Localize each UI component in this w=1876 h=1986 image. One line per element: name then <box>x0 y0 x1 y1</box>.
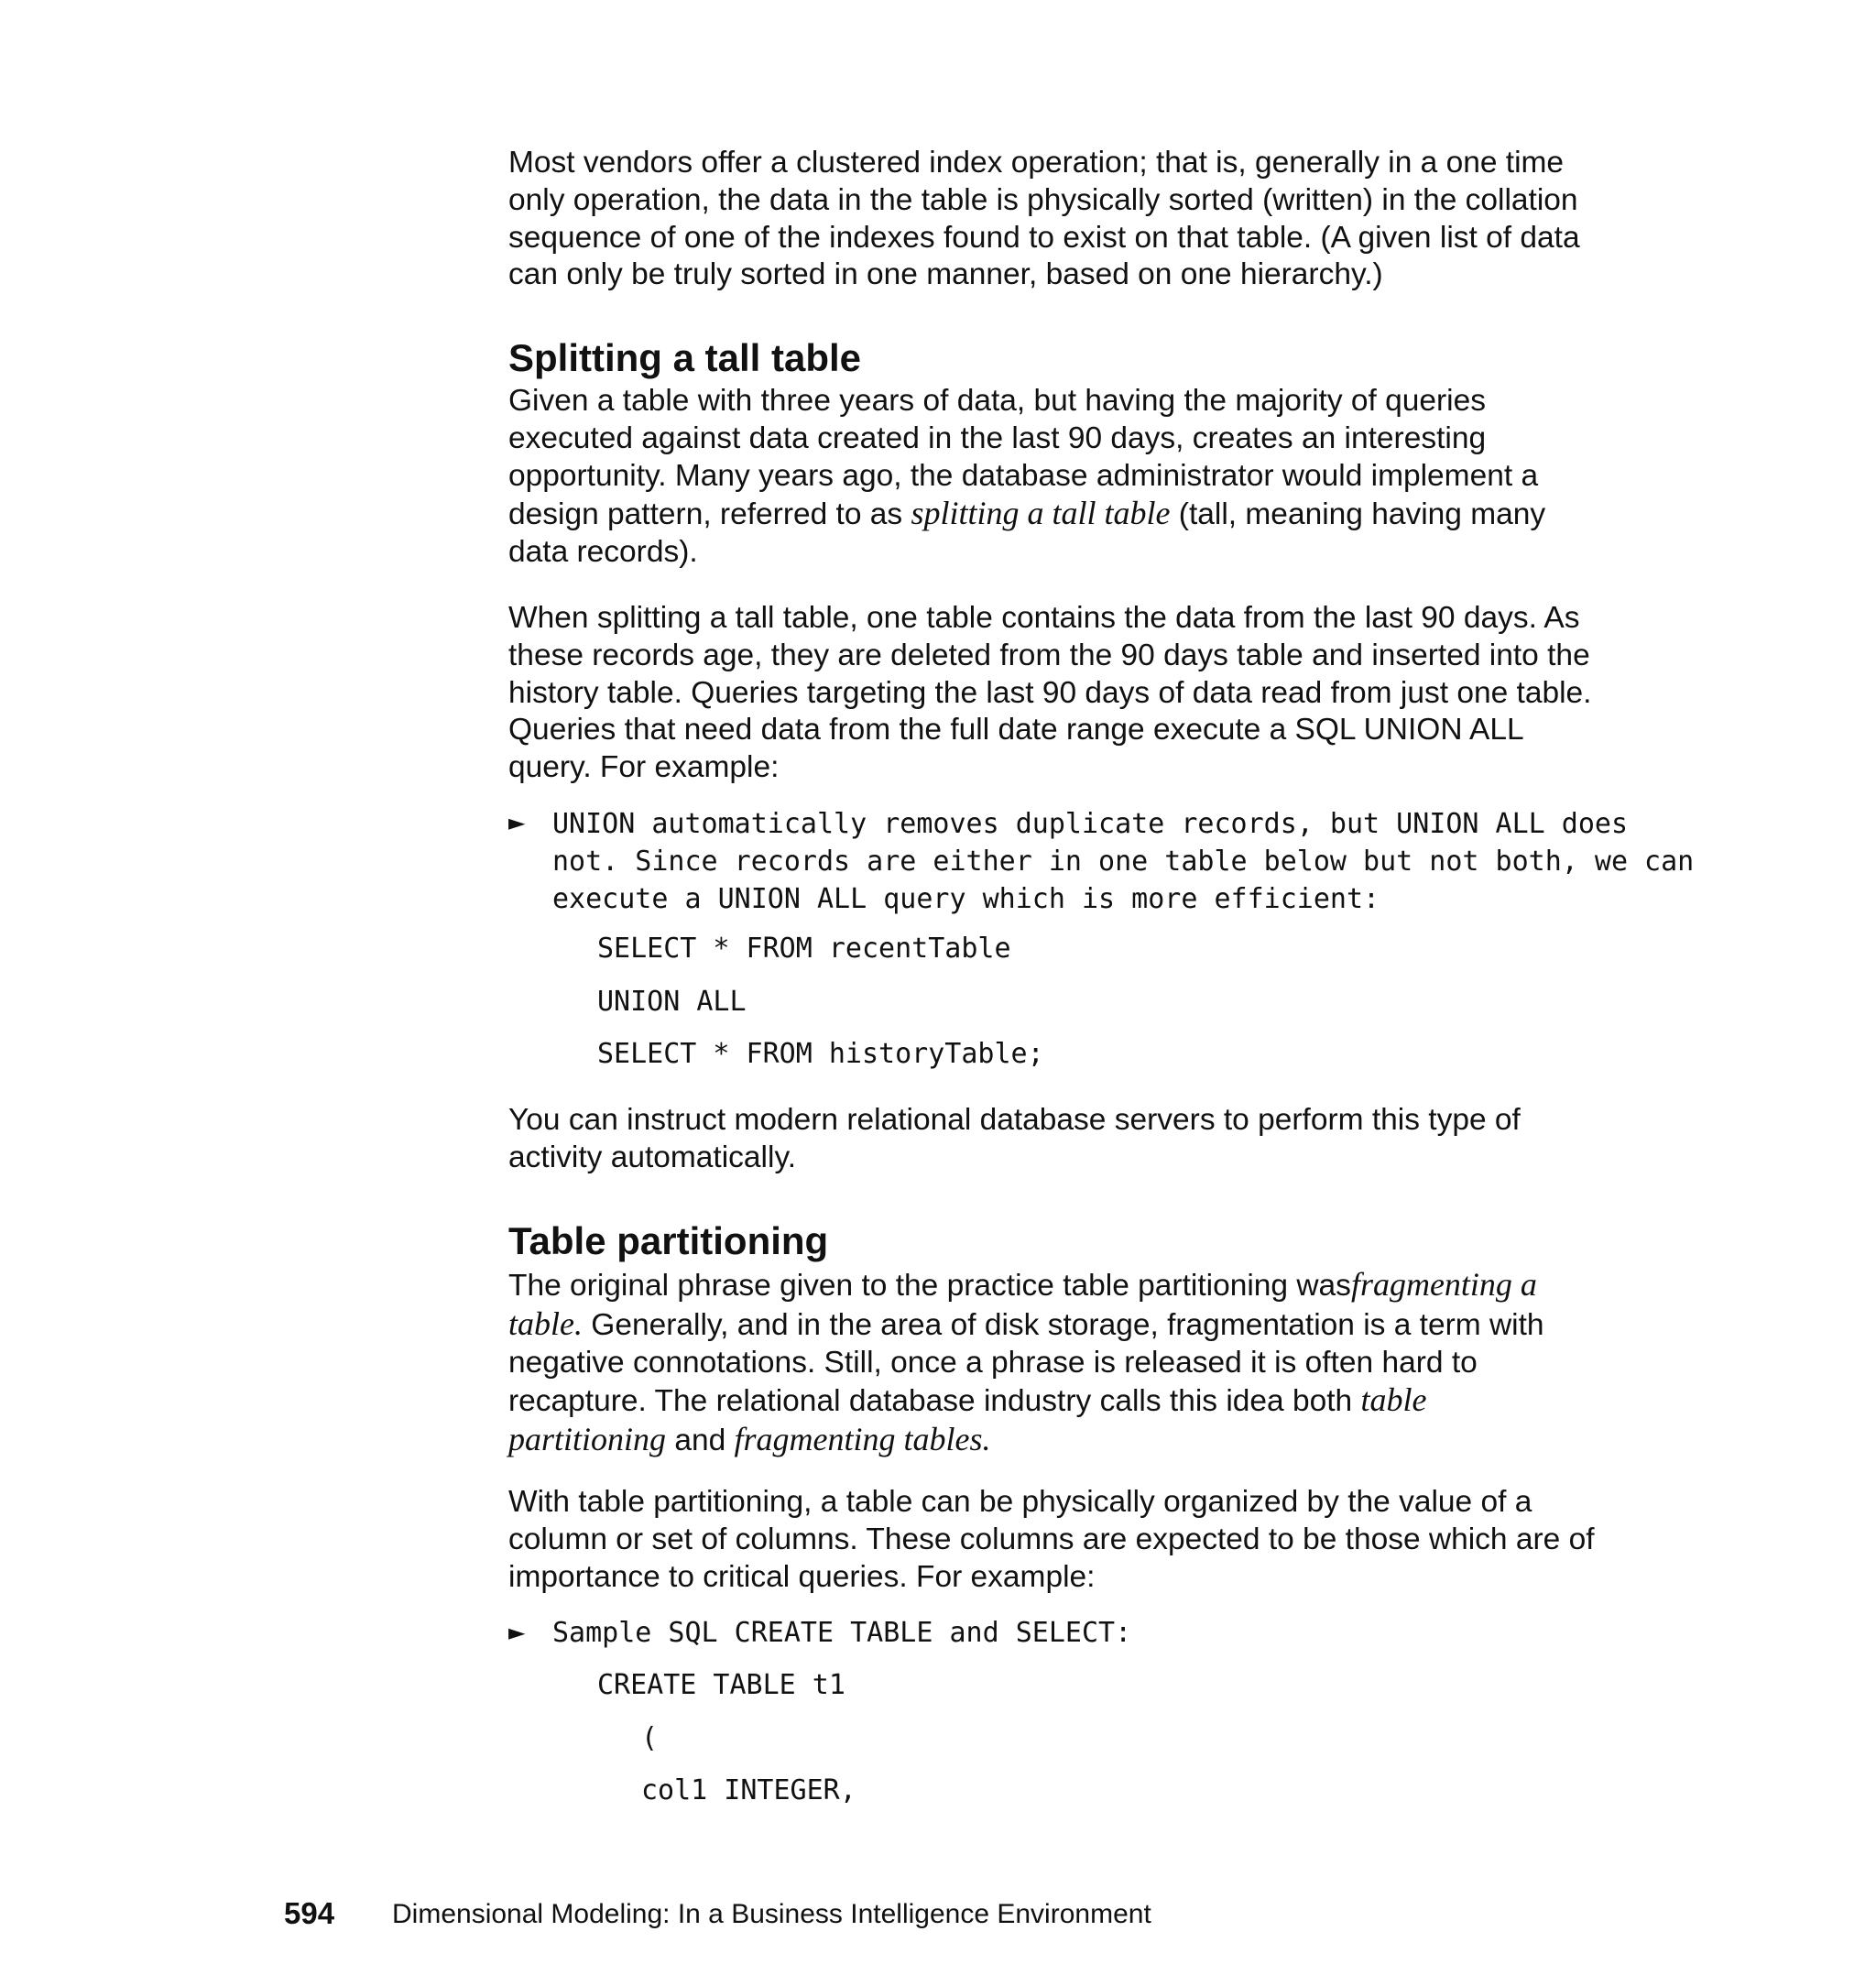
text-line: can only be truly sorted in one manner, based on one hierarchy.) <box>508 257 1383 292</box>
text-run: and <box>666 1424 735 1458</box>
text-line: these records age, they are deleted from the 90 days table and inserted into the <box>508 638 1590 672</box>
text-line: sequence of one of the indexes found to exist on that table. (A given list of data <box>508 220 1580 255</box>
paragraph-clustered-index <box>508 145 1580 294</box>
text-line <box>508 1381 1544 1421</box>
italic-term: partitioning <box>508 1421 667 1458</box>
code-line: ( <box>641 1722 659 1754</box>
paragraph-modern-servers <box>508 1102 1521 1177</box>
paragraph-splitting-detail <box>508 600 1591 787</box>
text-line: query. For example: <box>508 750 780 785</box>
text-run: Generally, and in the area of disk storage, fragmentation is a term with <box>582 1307 1544 1342</box>
italic-term: table <box>1360 1381 1427 1419</box>
italic-term: table. <box>508 1304 583 1342</box>
code-line: CREATE TABLE t1 <box>597 1669 845 1701</box>
text-line <box>508 1266 1544 1305</box>
italic-term: fragmenting tables. <box>734 1421 991 1458</box>
text-line: execute a UNION ALL query which is more efficient: <box>552 882 1380 915</box>
text-line: You can instruct modern relational database servers to perform this type of <box>508 1103 1521 1137</box>
text-line: Most vendors offer a clustered index operation; that is, generally in a one time <box>508 146 1565 180</box>
text-line: With table partitioning, a table can be physically organized by the value of a <box>508 1485 1532 1519</box>
text-run: The original phrase given to the practice table partitioning was <box>508 1269 1351 1303</box>
text-run: recapture. The relational database industry calls this idea both <box>508 1384 1361 1419</box>
book-title: Dimensional Modeling: In a Business Intelligence Environment <box>392 1899 1151 1929</box>
text-line <box>508 1305 1544 1345</box>
code-line: UNION ALL <box>597 986 747 1018</box>
italic-term: splitting a tall table <box>911 495 1171 532</box>
text-line: opportunity. Many years ago, the database administrator would implement a <box>508 458 1539 493</box>
code-line: col1 INTEGER, <box>641 1774 856 1806</box>
code-line: SELECT * FROM historyTable; <box>597 1038 1044 1070</box>
text-line <box>508 495 1545 534</box>
text-line: negative connotations. Still, once a phrase is released it is often hard to <box>508 1345 1478 1380</box>
text-line: column or set of columns. These columns are expected to be those which are of <box>508 1522 1595 1556</box>
text-line: only operation, the data in the table is physically sorted (written) in the collation <box>508 182 1578 217</box>
bullet-item-sample-sql: Sample SQL CREATE TABLE and SELECT: <box>552 1617 1132 1649</box>
paragraph-splitting-intro <box>508 383 1545 572</box>
text-line: When splitting a tall table, one table contains the data from the last 90 days. As <box>508 601 1580 635</box>
text-run: design pattern, referred to as <box>508 497 911 532</box>
paragraph-partitioning-intro <box>508 1266 1544 1460</box>
italic-term: fragmenting a <box>1350 1266 1537 1303</box>
text-line: UNION automatically removes duplicate records, but UNION ALL does <box>552 808 1628 840</box>
paragraph-partitioning-detail <box>508 1484 1595 1596</box>
text-line: Given a table with three years of data, but having the majority of queries <box>508 384 1487 418</box>
text-line: Queries that need data from the full date range execute a SQL UNION ALL <box>508 713 1524 747</box>
bullet-triangle-icon: ► <box>508 1620 526 1645</box>
page-number: 594 <box>284 1896 335 1930</box>
section-heading-splitting: Splitting a tall table <box>508 336 862 379</box>
bullet-triangle-icon: ► <box>508 810 526 835</box>
text-run: (tall, meaning having many <box>1170 497 1546 532</box>
text-line: history table. Queries targeting the last 90 days of data read from just one table. <box>508 675 1592 710</box>
text-line: executed against data created in the last 90 days, creates an interesting <box>508 420 1487 455</box>
section-heading-partitioning: Table partitioning <box>508 1219 829 1262</box>
text-line: data records). <box>508 535 698 570</box>
text-line: activity automatically. <box>508 1140 797 1174</box>
text-line <box>508 1421 1544 1460</box>
bullet-item-union <box>552 806 1694 918</box>
text-line: not. Since records are either in one table below but not both, we can <box>552 845 1695 878</box>
code-line: SELECT * FROM recentTable <box>597 933 1011 965</box>
text-line: importance to critical queries. For example: <box>508 1559 1096 1594</box>
